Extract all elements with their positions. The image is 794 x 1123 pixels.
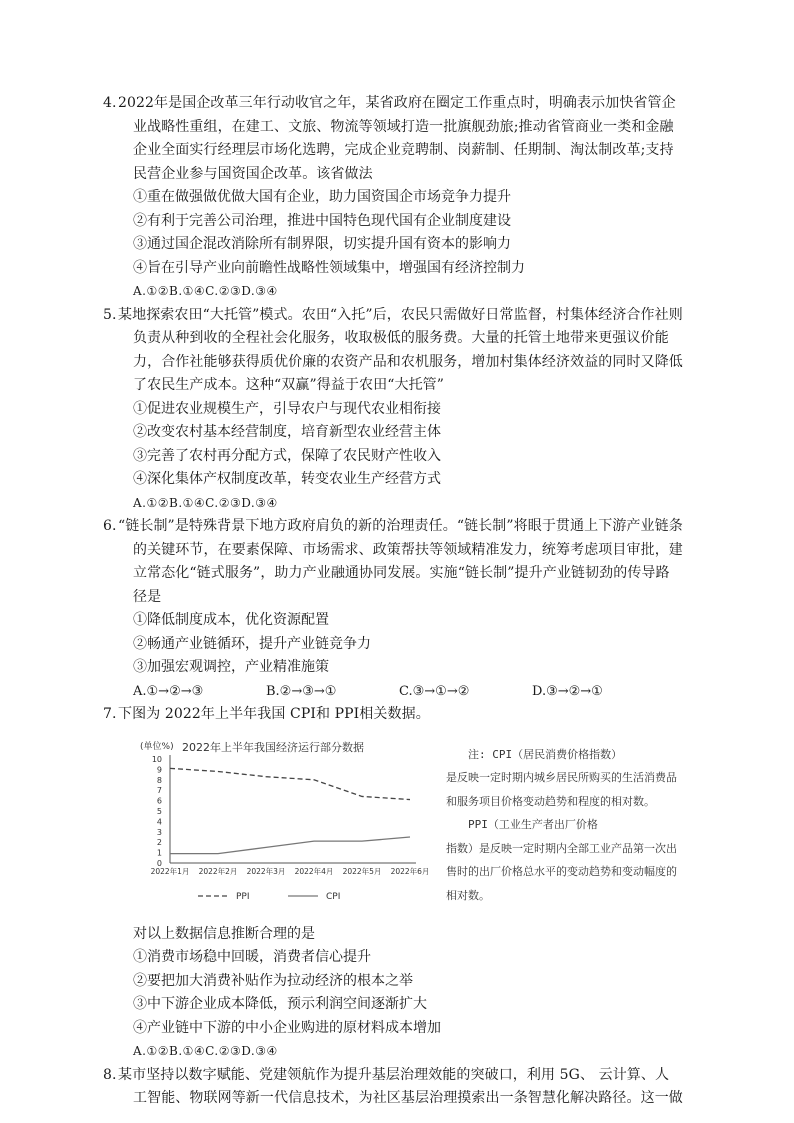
- note-line: 注: CPI（居民消费价格指数）: [468, 747, 623, 761]
- chart-title: 2022年上半年我国经济运行部分数据: [182, 740, 364, 754]
- answer-choices: [118, 680, 683, 704]
- option: ①消费市场稳中回暖，消费者信心提升: [133, 949, 371, 965]
- question-8: 8.某市坚持以数字赋能、党建领航作为提升基层治理效能的突破口，利用 5G、 云计算、人工智能、物联网等新一代信息技术，为社区基层治理摸索出一条智慧化解决路径。这一做: [103, 1066, 683, 1106]
- y-tick-label: 6: [156, 796, 162, 806]
- option: ③通过国企混改消除所有制界限，切实提升国有资本的影响力: [133, 236, 511, 252]
- question-stem: 下图为 2022年上半年我国 CPI和 PPI相关数据。: [118, 706, 430, 722]
- y-tick-label: 9: [156, 764, 162, 774]
- y-tick-label: 7: [156, 785, 162, 795]
- y-tick-label: 5: [156, 806, 162, 816]
- exam-page: [103, 92, 683, 1111]
- option: ④深化集体产权制度改革，转变农业生产经营方式: [133, 471, 441, 487]
- option: ①促进农业规模生产，引导农户与现代农业相衔接: [133, 400, 441, 417]
- series-line-cpi: [170, 837, 410, 854]
- question-stem: 2022年是国企改革三年行动收官之年，某省政府在圈定工作重点时，明确表示加快省管企业战略性重组，在建工、文旅、物流等领域打造一批旗舰劲旅;推动省管商业一类和金融企业全面实行经理层市场化选聘，完成企业竞聘制、岗薪制、任期制、淘汰制改革;支持民营企业参与国资国企改革。该省做法: [118, 95, 676, 182]
- x-tick-label: 2022年1月: [150, 866, 190, 876]
- answer-c: C.③→①→②: [399, 683, 470, 699]
- option: ③加强宏观调控，产业精准施策: [133, 659, 329, 675]
- question-5: 5.某地探索农田“大托管”模式。农田“入托”后，农民只需做好日常监督，村集体经济合作社则负责从种到收的全程社会化服务，收取极低的服务费。大量的托管土地带来更强议价能力，合作社能够获得质优价廉的农资产品和农机服务，增加村集体经济效益的同时又降低了农民生产成本。这种“双赢”得益于农田“大托管” ①促进农业规模生产，引导农户与现代农业相衔接 ②改变农村基本经营制度，培育新型农业经营主体 ③完善了农村再分配方式，保障了农民财产性收入 ④深化集体产权制度改革，转变农业生产经营方式 A.①②B.①④C.②③D.③④: [118, 304, 683, 516]
- y-tick-label: 8: [156, 775, 162, 785]
- option: ③中下游企业成本降低，预示利润空间逐渐扩大: [133, 996, 427, 1012]
- question-stem: 某地探索农田“大托管”模式。农田“入托”后，农民只需做好日常监督，村集体经济合作社则负责从种到收的全程社会化服务，收取极低的服务费。大量的托管土地带来更强议价能力，合作社能够获得质优价廉的农资产品和农机服务，增加村集体经济效益的同时又降低了农民生产成本。这种“双赢”得益于农田“大托管”: [118, 306, 683, 393]
- option: ②有利于完善公司治理，推进中国特色现代国有企业制度建设: [133, 212, 511, 229]
- option: ①重在做强做优做大国有企业，助力国资国企市场竞争力提升: [133, 189, 511, 205]
- answer-d: D.③→②→①: [532, 683, 603, 699]
- question-4: 4.2022年是国企改革三年行动收官之年，某省政府在圈定工作重点时，明确表示加快省管企业战略性重组，在建工、文旅、物流等领域打造一批旗舰劲旅;推动省管商业一类和金融企业全面实行经理层市场化选聘，完成企业竞聘制、岗薪制、任期制、淘汰制改革;支持民营企业参与国资国企改革。该省做法 ①重在做强做优做大国有企业，助力国资国企市场竞争力提升 ②有利于完善公司治理，推进中国特色现代国有企业制度建设 ③通过国企混改消除所有制界限，切实提升国有资本的影响力 ④旨在引导产业向前瞻性战略性领域集中，增强国有经济控制力 A.①②B.①④C.②③D.③④: [118, 92, 683, 304]
- question-stem: “链长制”是特殊背景下地方政府肩负的新的治理责任。“链长制”将眼于贯通上下游产业链条的关键环节，在要素保障、市场需求、政策帮扶等领域精准发力，统筹考虑项目审批，建立常态化“链式服务”，助力产业融通协同发展。实施“链长制”提升产业链韧劲的传导路径是: [118, 518, 683, 605]
- option: ③完善了农村再分配方式，保障了农民财产性收入: [133, 447, 441, 464]
- note-line: 是反映一定时期内城乡居民所购买的生活消费品和服务项目价格变动趋势和程度的相对数。: [446, 771, 677, 808]
- option: ②要把加大消费补贴作为拉动经济的根本之举: [133, 972, 413, 989]
- y-tick-label: 0: [156, 858, 162, 868]
- y-tick-label: 1: [156, 848, 162, 858]
- y-tick-label: 4: [156, 816, 162, 826]
- option: ④旨在引导产业向前瞻性战略性领域集中，增强国有经济控制力: [133, 259, 525, 276]
- question-7: 7.下图为 2022年上半年我国 CPI和 PPI相关数据。 2022年上半年我国经济运行部分数据 (单位%) 0 1 2 3 4 5 6 7 8 9 10 2022年1月 2022年2月 2022年3月 2022年4月 2022年5月 2022年6月 PPI CPI 注: CPI（居民消费价格指数） 是反映一定时期内城乡居民所购买的生活消费品和服务项目价格变动趋势和程度的相对数。 PPI（工业生产者出厂价格 指数）是反映一定时期内全部工业产品第一次出售时的出厂价格总水平的变动趋势和变动幅度的相对数。 对以上数据信息推断合理的是 ①消费市场稳中回暖，消费者信心提升 ②要把加大消费补贴作为拉动经济的根本之举 ③中下游企业成本降低，预示利润空间逐渐扩大 ④产业链中下游的中小企业购进的原材料成本增加 A.①②B.①④C.②③D.③④: [118, 703, 683, 1064]
- option: ④产业链中下游的中小企业购进的原材料成本增加: [133, 1019, 441, 1036]
- question-6: 6.“链长制”是特殊背景下地方政府肩负的新的治理责任。“链长制”将眼于贯通上下游产业链条的关键环节，在要素保障、市场需求、政策帮扶等领域精准发力，统筹考虑项目审批，建立常态化“链式服务”，助力产业融通协同发展。实施“链长制”提升产业链韧劲的传导路径是 ①降低制度成本，优化资源配置 ②畅通产业链循环，提升产业链竞争力 ③加强宏观调控，产业精准施策 A.①→②→③ B.②→③→① C.③→①→② D.③→②→①: [118, 515, 683, 703]
- cpi-ppi-line-chart: [138, 735, 438, 923]
- chart-note: [446, 743, 678, 908]
- series-line-ppi: [170, 768, 410, 799]
- answer-choices: A.①②B.①④C.②③D.③④: [133, 1044, 278, 1058]
- legend-label-ppi: PPI: [236, 891, 250, 902]
- x-tick-label: 2022年6月: [390, 866, 430, 876]
- figure: [118, 735, 683, 923]
- x-tick-label: 2022年5月: [342, 866, 382, 876]
- option: ①降低制度成本，优化资源配置: [133, 612, 329, 628]
- x-tick-label: 2022年4月: [294, 866, 334, 876]
- note-line: PPI（工业生产者出厂价格: [468, 818, 598, 831]
- answer-a: A.①→②→③: [133, 683, 204, 699]
- y-tick-label: 2: [156, 837, 162, 847]
- x-tick-label: 2022年3月: [246, 866, 286, 876]
- question-stem: 某市坚持以数字赋能、党建领航作为提升基层治理效能的突破口，利用 5G、 云计算、人工智能、物联网等新一代信息技术，为社区基层治理摸索出一条智慧化解决路径。这一做: [118, 1066, 683, 1106]
- y-tick-label: 3: [156, 827, 162, 837]
- question-prompt: 对以上数据信息推断合理的是: [133, 925, 315, 942]
- legend-label-cpi: CPI: [326, 891, 341, 902]
- answer-choices: A.①②B.①④C.②③D.③④: [133, 495, 278, 510]
- note-line: 指数）是反映一定时期内全部工业产品第一次出售时的出厂价格总水平的变动趋势和变动幅度的相对数。: [446, 841, 677, 902]
- x-tick-label: 2022年2月: [198, 866, 238, 876]
- y-tick-label: 10: [151, 754, 162, 764]
- option: ②畅通产业链循环，提升产业链竞争力: [133, 635, 371, 652]
- y-axis-unit: (单位%): [140, 741, 174, 752]
- answer-choices: A.①②B.①④C.②③D.③④: [133, 284, 278, 298]
- answer-b: B.②→③→①: [266, 683, 337, 699]
- option: ②改变农村基本经营制度，培育新型农业经营主体: [133, 424, 441, 440]
